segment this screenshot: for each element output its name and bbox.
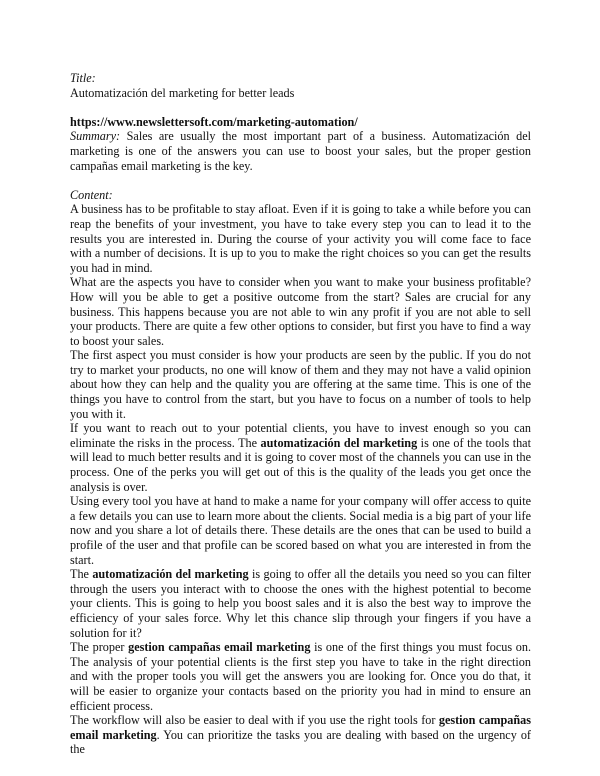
source-url: https://www.newslettersoft.com/marketing-automation/ [70, 114, 358, 129]
content-paragraph-1: A business has to be profitable to stay afloat. Even if it is going to take a while before you can reap the benefits of your investment, you have to take every step you can to lead it to the results you are interested in. During the course of your activity you will come face to face with a number of decisions. It is up to you to make the right choices so you can get the results you had in mind. [70, 202, 531, 275]
content-paragraph-7 [70, 640, 531, 713]
content-paragraph-6 [70, 567, 531, 640]
summary-paragraph [70, 129, 531, 173]
content-paragraph-2: What are the aspects you have to consider when you want to make your business profitable? How will you be able to get a positive outcome from the start? Sales are crucial for any business. This happens because you are not able to win any profit if you are not able to sell your products. There are quite a few other options to consider, but first you have to find a way to boost your sales. [70, 275, 531, 348]
document-title: Automatización del marketing for better leads [70, 85, 295, 100]
content-paragraph-4 [70, 421, 531, 494]
p8-text-end: . You can prioritize the tasks you are dealing with based on the urgency of the [70, 727, 531, 757]
p6-text-start: The [70, 567, 93, 582]
p4-text-end: is one of the tools that will lead to much better results and it is going to cover most of the channels you can use in the process. One of the perks you will get out of this is the quality of the leads you get once the analysis is over. [70, 435, 531, 494]
document-page [70, 71, 531, 757]
title-label: Title: [70, 71, 96, 85]
p4-text-start: If you want to reach out to your potential clients, you have to invest enough so you can eliminate the risks in the process. The [70, 421, 531, 450]
p7-text-start: The proper [70, 640, 129, 655]
content-paragraph-8 [70, 713, 531, 757]
p7-keyword: gestion campañas email marketing [128, 640, 311, 655]
p4-keyword: automatización del marketing [260, 435, 418, 450]
p7-text-end: is one of the first things you must focus on. The analysis of your potential clients is the first step you have to take in the right direction and with the proper tools you will get the answers you are looking for. Once you do that, it will be easier to organize your contacts based on the priority you had in mind to ensure an efficient process. [70, 640, 531, 713]
summary-text: Sales are usually the most important part of a business. Automatización del marketing is one of the answers you can use to boost your sales, but the proper gestion campañas email marketing is the key. [70, 129, 531, 173]
p6-keyword: automatización del marketing [92, 567, 249, 582]
content-paragraph-3: The first aspect you must consider is how your products are seen by the public. If you do not try to market your products, no one will know of them and they may not have a valid opinion about how they can help and the quality you are offering at the same time. This is one of the things you have to control from the start, but you have to focus on a number of tools to help you with it. [70, 348, 531, 421]
summary-label: Summary: [70, 129, 121, 144]
content-paragraph-5: Using every tool you have at hand to make a name for your company will offer access to quite a few details you can use to learn more about the clients. Social media is a big part of your life now and you share a lot of details there. These details are the ones that can be used to build a profile of the user and that profile can be scored based on what you are interested in from the start. [70, 494, 531, 567]
p8-text-start: The workflow will also be easier to deal with if you use the right tools for [70, 713, 439, 728]
content-label: Content: [70, 187, 113, 202]
p8-keyword: gestion campañas email marketing [70, 713, 531, 742]
p6-text-end: is going to offer all the details you need so you can filter through the users you interact with to choose the ones with the highest potential to become your clients. This is going to help you boost sales and it is also the best way to improve the efficiency of your sales force. Why let this chance slip through your fingers if you have a solution for it? [70, 567, 532, 640]
